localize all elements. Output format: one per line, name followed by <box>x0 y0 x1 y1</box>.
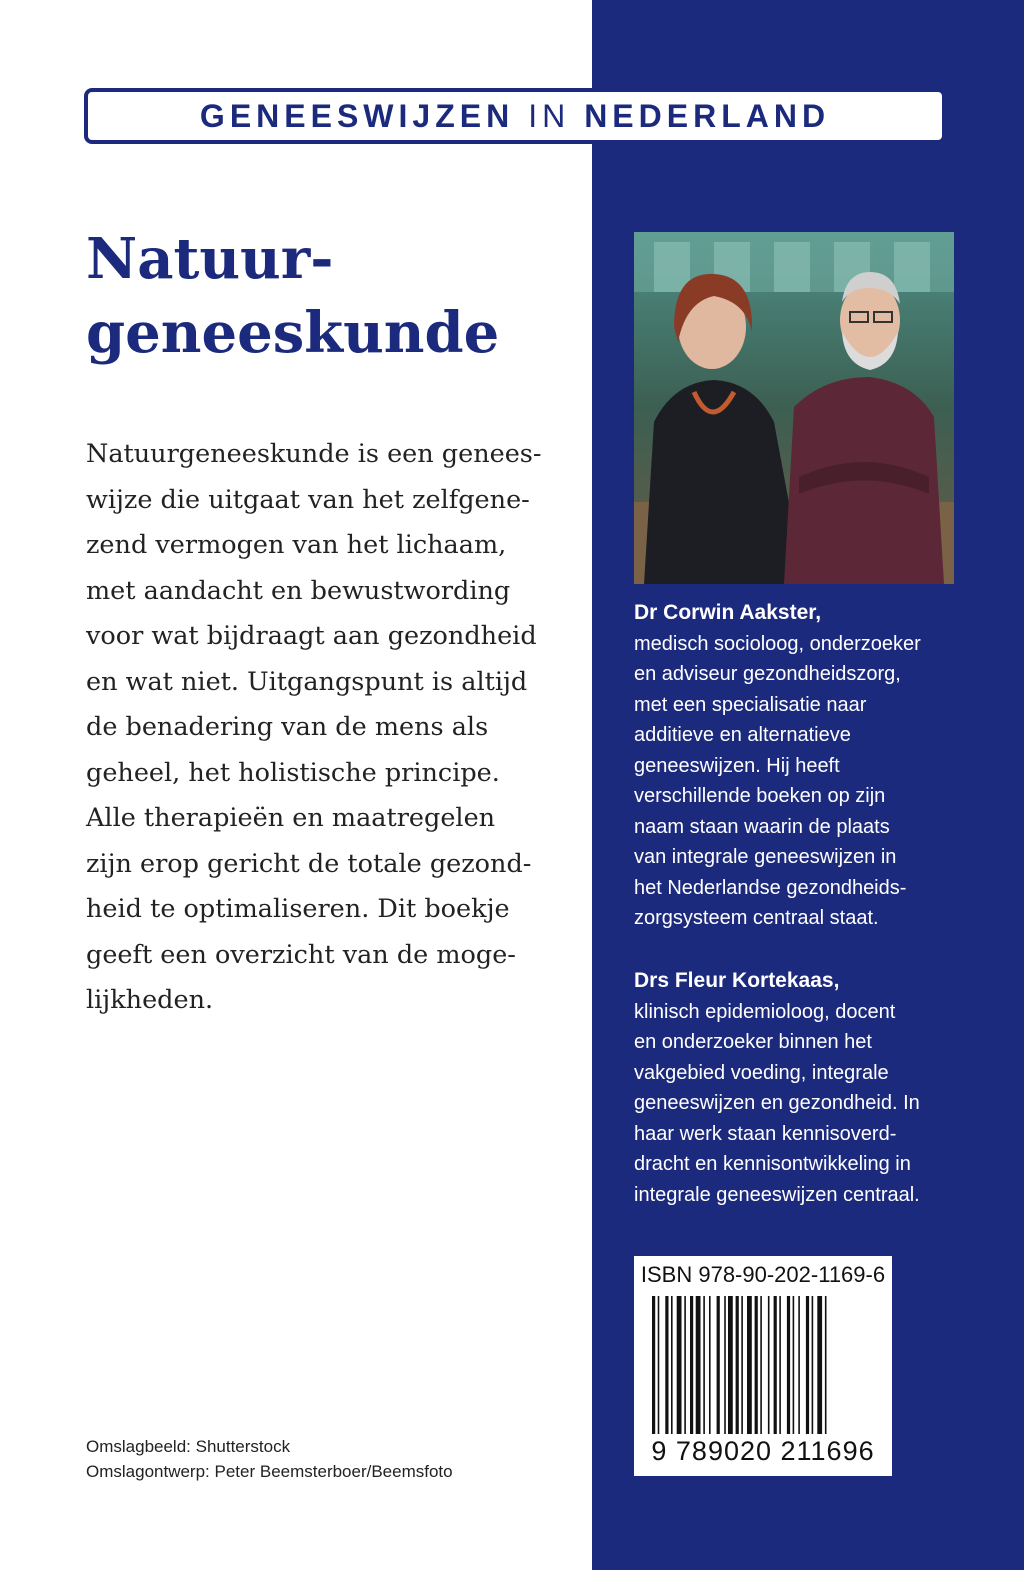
series-banner <box>84 88 946 144</box>
description-line: Natuurgeneeskunde is een genees- <box>86 439 542 469</box>
author-bio-line: vakgebied voeding, integrale <box>634 1061 889 1084</box>
description-line: zijn erop gericht de totale gezond- <box>86 848 532 879</box>
book-title-line2: geneeskunde <box>86 300 500 366</box>
description-line: met aandacht en bewustwording <box>86 575 511 606</box>
author-bio-line: met een specialisatie naar <box>634 693 867 716</box>
series-name-part1: GENEESWIJZEN <box>199 97 515 134</box>
barcode-bar <box>793 1296 795 1434</box>
author-bio-line: integrale geneeswijzen centraal. <box>634 1183 920 1206</box>
description-line: Alle therapieën en maatregelen <box>86 803 496 833</box>
author-bio-line: haar werk staan kennisoverd- <box>634 1122 897 1145</box>
barcode-bar <box>755 1296 758 1434</box>
author-photo-illustration <box>634 232 954 584</box>
author-bio-line: klinisch epidemioloog, docent <box>634 1000 896 1023</box>
description-line: de benadering van de mens als <box>86 712 489 742</box>
barcode-bar <box>736 1296 739 1434</box>
book-title <box>86 222 499 370</box>
barcode-bar <box>724 1296 726 1434</box>
series-name-part3: NEDERLAND <box>584 97 831 134</box>
description-line: en wat niet. Uitgangspunt is altijd <box>86 666 528 697</box>
author-bio-line: verschillende boeken op zijn <box>634 785 886 807</box>
author-bio-line: dracht en kennisontwikkeling in <box>634 1153 911 1175</box>
author-bio-line: medisch socioloog, onderzoeker <box>634 632 921 655</box>
description-line: geeft een overzicht van de moge- <box>86 939 516 970</box>
barcode-bar <box>806 1296 809 1434</box>
description-line: lijkheden. <box>86 985 214 1015</box>
description-line: geheel, het holistische principe. <box>86 757 500 788</box>
barcode-bar <box>652 1296 655 1434</box>
barcode-bar <box>741 1296 743 1434</box>
author-bio-kortekaas <box>634 966 964 1210</box>
author-bio-aakster <box>634 598 964 934</box>
barcode-bar <box>658 1296 660 1434</box>
author-bio-line: en adviseur gezondheidszorg, <box>634 663 901 685</box>
barcode-bar <box>747 1296 752 1434</box>
barcode-bar <box>684 1296 686 1434</box>
author-bio-line: het Nederlandse gezondheids- <box>634 876 907 899</box>
barcode-bar <box>728 1296 733 1434</box>
barcode-bar <box>760 1296 762 1434</box>
series-name-part2: IN <box>528 97 571 134</box>
description-line: zend vermogen van het lichaam, <box>86 530 507 560</box>
cover-credits <box>86 1434 453 1484</box>
author-bio-line: en onderzoeker binnen het <box>634 1031 872 1053</box>
barcode-bar <box>774 1296 777 1434</box>
barcode-bar <box>825 1296 827 1434</box>
barcode-bar <box>768 1296 770 1434</box>
cover-image-credit: Omslagbeeld: Shutterstock <box>86 1437 291 1456</box>
author-photo <box>634 232 954 584</box>
barcode-bar <box>696 1296 701 1434</box>
author-bio-line: geneeswijzen en gezondheid. In <box>634 1092 920 1114</box>
isbn-barcode <box>634 1256 892 1476</box>
cover-design-credit: Omslagontwerp: Peter Beemsterboer/Beemsfoto <box>86 1462 453 1481</box>
barcode-bar <box>779 1296 781 1434</box>
barcode-bar <box>703 1296 705 1434</box>
author-name: Dr Corwin Aakster, <box>634 601 822 624</box>
barcode-digits: 9 789020 211696 <box>651 1436 875 1466</box>
barcode-bar <box>677 1296 682 1434</box>
barcode-bar <box>717 1296 720 1434</box>
barcode-bar <box>671 1296 673 1434</box>
barcode-bar <box>665 1296 668 1434</box>
description-line: voor wat bijdraagt aan gezondheid <box>86 621 537 651</box>
barcode-bar <box>709 1296 711 1434</box>
barcode-bar <box>798 1296 800 1434</box>
isbn-label: ISBN 978-90-202-1169-6 <box>640 1262 886 1287</box>
barcode-bar <box>787 1296 790 1434</box>
author-bio-line: naam staan waarin de plaats <box>634 815 890 838</box>
author-bio-line: additieve en alternatieve <box>634 724 851 746</box>
author-bio-line: zorgsysteem centraal staat. <box>634 907 879 929</box>
author-name: Drs Fleur Kortekaas, <box>634 969 840 992</box>
description-line: wijze die uitgaat van het zelfgene- <box>86 484 530 515</box>
barcode-bar <box>812 1296 814 1434</box>
barcode-bar <box>817 1296 822 1434</box>
author-bio-line: geneeswijzen. Hij heeft <box>634 754 840 777</box>
author-bio-line: van integrale geneeswijzen in <box>634 846 897 868</box>
barcode-bar <box>690 1296 693 1434</box>
description-line: heid te optimaliseren. Dit boekje <box>86 894 510 924</box>
book-title-line1: Natuur- <box>86 226 334 292</box>
book-description <box>86 432 586 1024</box>
